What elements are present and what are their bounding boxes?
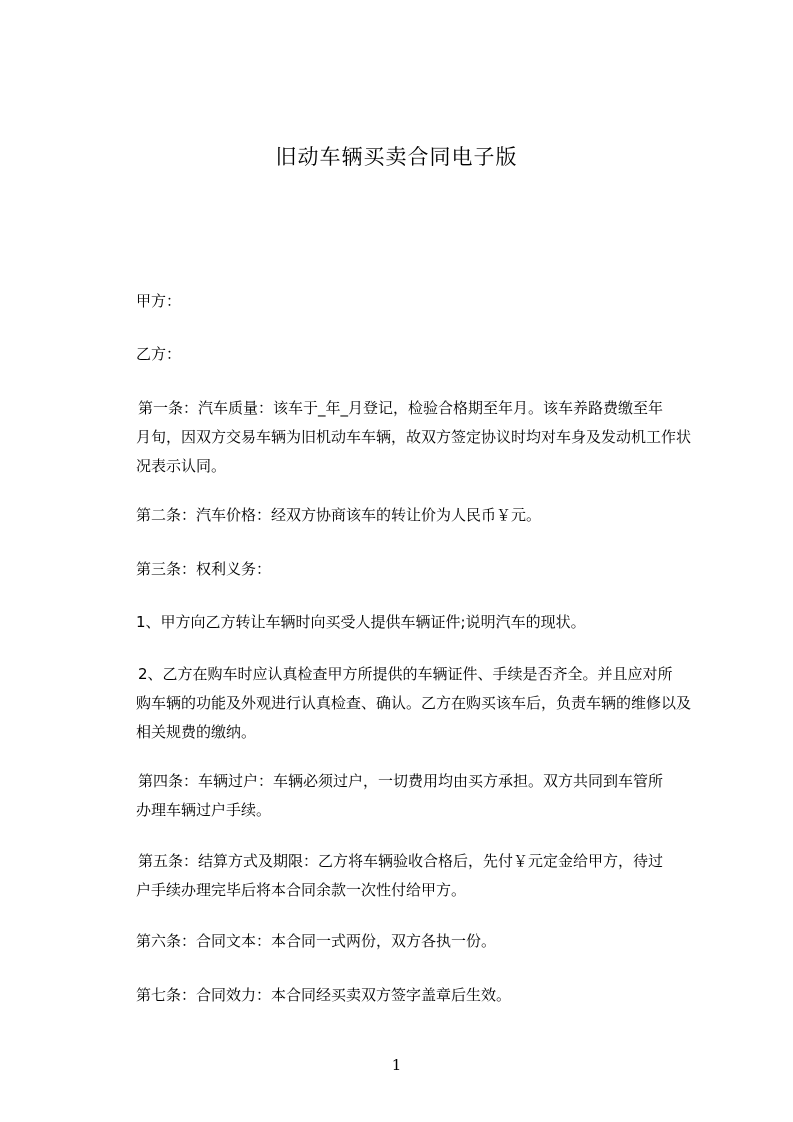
article-4-line-2: 办理车辆过户手续。 <box>136 801 272 819</box>
party-a-label: 甲方： <box>136 292 182 310</box>
article-2: 第二条：汽车价格：经双方协商该车的转让价为人民币￥元。 <box>136 506 542 524</box>
article-4 <box>138 767 716 825</box>
item-2-line-3: 相关规费的缴纳。 <box>136 723 257 741</box>
article-6: 第六条：合同文本：本合同一式两份，双方各执一份。 <box>136 932 497 950</box>
article-4-line-1: 第四条：车辆过户：车辆必须过户，一切费用均由买方承担。双方共同到车管所 <box>138 772 664 790</box>
item-2-line-2: 购车辆的功能及外观进行认真检查、确认。乙方在购买该车后，负责车辆的维修以及 <box>136 694 692 712</box>
article-1-line-2: 月旬，因双方交易车辆为旧机动车车辆，故双方签定协议时均对车身及发动机工作状 <box>136 428 692 446</box>
article-5-line-1: 第五条：结算方式及期限：乙方将车辆验收合格后，先付￥元定金给甲方，待过 <box>138 852 664 870</box>
document-title: 旧动车辆买卖合同电子版 <box>275 145 518 169</box>
article-1-line-3: 况表示认同。 <box>136 457 227 475</box>
article-3: 第三条：权利义务： <box>136 560 272 578</box>
article-7: 第七条：合同效力：本合同经买卖双方签字盖章后生效。 <box>136 986 512 1004</box>
article-1 <box>138 394 716 481</box>
article-5-line-2: 户手续办理完毕后将本合同余款一次性付给甲方。 <box>136 881 467 899</box>
article-5 <box>138 847 716 905</box>
item-2-line-1: 2、乙方在购车时应认真检查甲方所提供的车辆证件、手续是否齐全。并且应对所 <box>138 665 673 683</box>
article-3-item-1: 1、甲方向乙方转让车辆时向买受人提供车辆证件;说明汽车的现状。 <box>136 613 586 631</box>
article-3-item-2 <box>138 660 716 747</box>
party-b-label: 乙方： <box>136 345 182 363</box>
article-1-line-1: 第一条：汽车质量：该车于_年_月登记，检验合格期至年月。该车养路费缴至年 <box>138 399 664 417</box>
page-number: 1 <box>391 1056 402 1074</box>
